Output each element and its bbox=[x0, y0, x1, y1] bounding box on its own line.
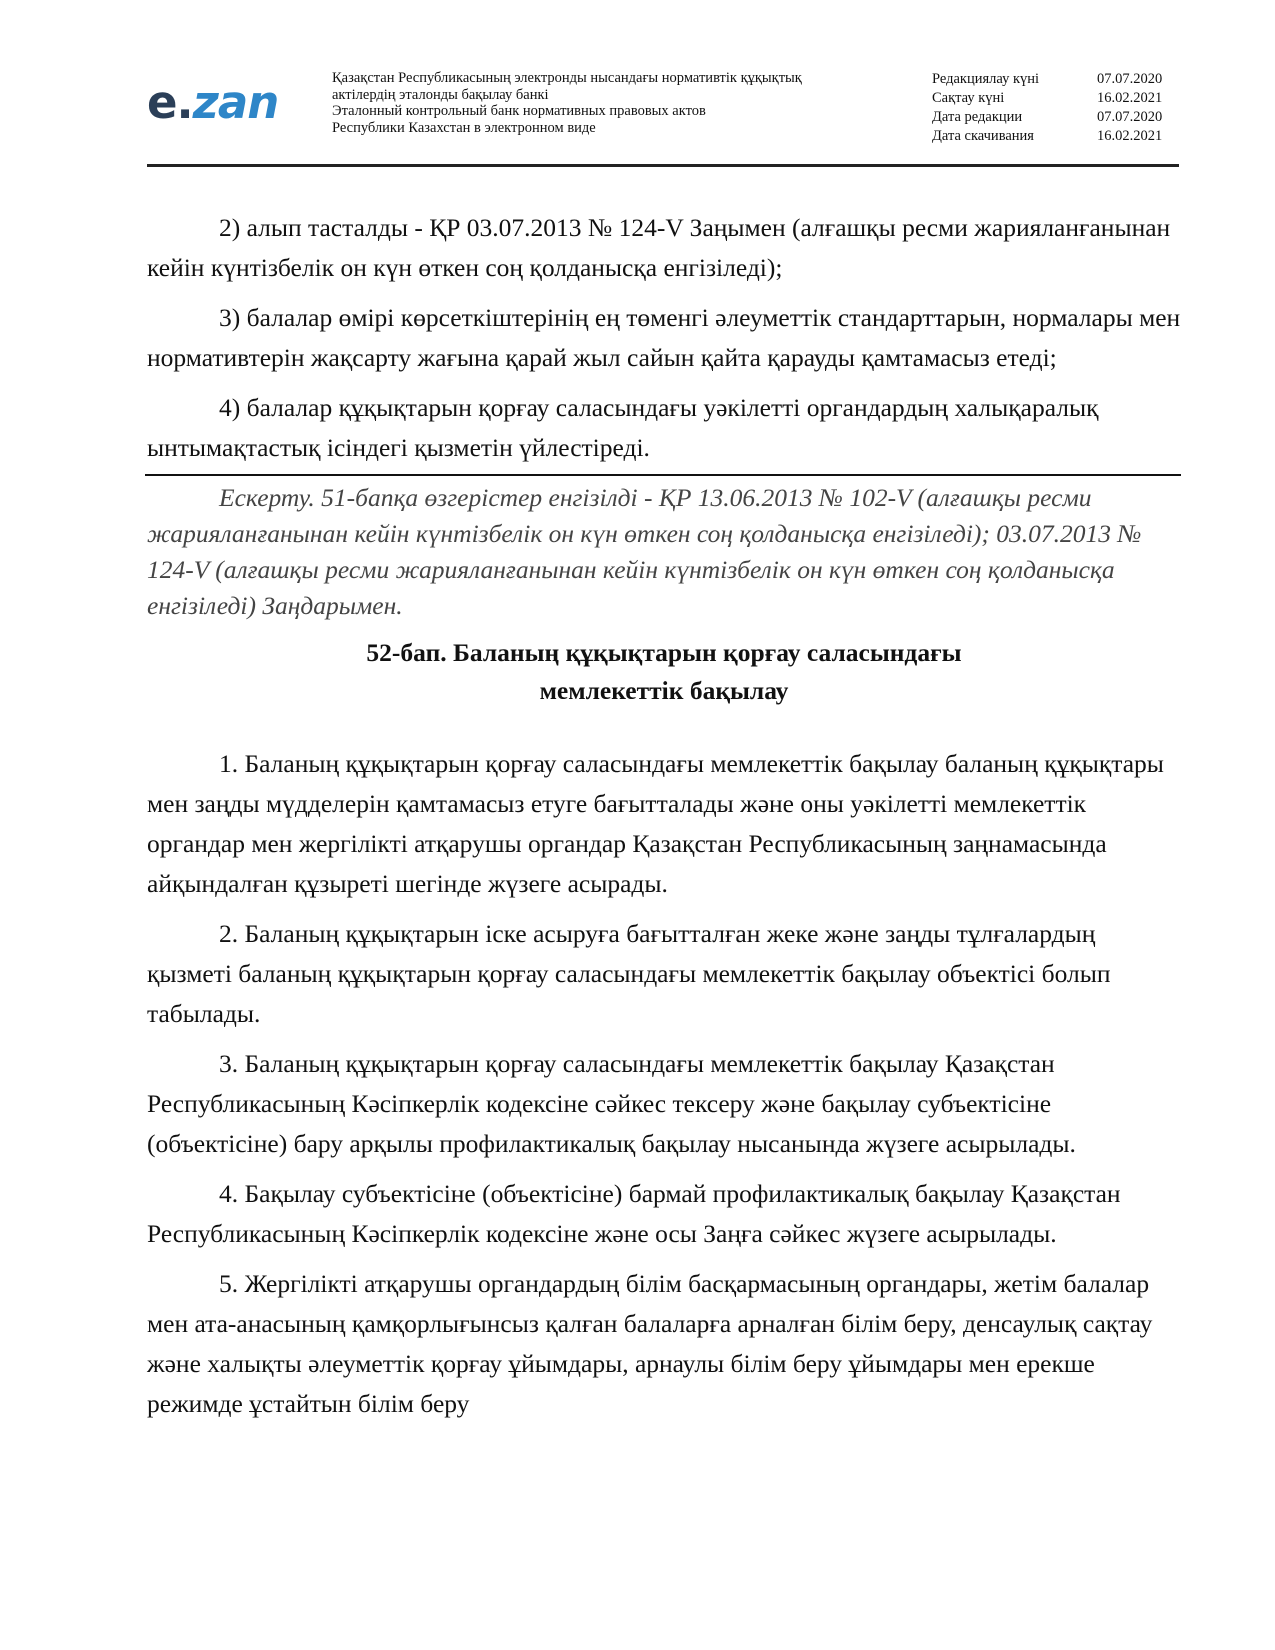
meta-value: 07.07.2020 bbox=[1097, 109, 1163, 125]
meta-label: Редакциялау күні bbox=[932, 71, 1040, 87]
note-divider bbox=[145, 474, 1181, 476]
meta-row-edition-date-ru bbox=[932, 108, 1177, 127]
meta-label: Дата редакции bbox=[932, 109, 1023, 125]
paragraph-item-2: 2) алып тасталды - ҚР 03.07.2013 № 124-V Заңымен (алғашқы ресми жарияланғанынан кейін күнтізбелік он күн өткен соң қолданысқа енгізіледі); bbox=[147, 213, 1171, 282]
meta-value: 16.02.2021 bbox=[1097, 128, 1163, 144]
article-title-line: 52-бап. Баланың құқықтарын қорғау саласындағы bbox=[366, 638, 962, 667]
bank-title-line: Қазақстан Республикасының электронды нысандағы нормативтік құқықтық bbox=[332, 70, 802, 86]
section-5: 5. Жергілікті атқарушы органдардың білім басқармасының органдары, жетім балалар мен ата-анасының қамқорлығынсыз қалған балаларға арналған білім беру, денсаулық сақтау және халықты әлеуметтік қорғау ұйымдары, арнаулы білім беру ұйымдары мен ерекше режимде ұстайтын білім беру bbox=[147, 1269, 1153, 1418]
bank-title-line: актілердің эталонды бақылау банкі bbox=[332, 86, 549, 103]
meta-label: Дата скачивания bbox=[932, 128, 1034, 144]
article-title-line: мемлекеттік бақылау bbox=[539, 676, 789, 705]
bank-title-line: Эталонный контрольный банк нормативных правовых актов bbox=[332, 103, 706, 119]
meta-value: 16.02.2021 bbox=[1097, 90, 1163, 106]
article-title bbox=[147, 634, 1181, 710]
section-1: 1. Баланың құқықтарын қорғау саласындағы мемлекеттік бақылау баланың құқықтары мен заңды мүдделерін қамтамасыз етуге бағытталады және оны уәкілетті мемлекеттік органдар мен жергілікті атқарушы органдар Қазақстан Республикасының заңнамасында айқындалған құзыреті шегінде жүзеге асырады. bbox=[147, 749, 1164, 898]
document-header bbox=[147, 68, 1177, 164]
header-divider bbox=[147, 164, 1179, 167]
section-2: 2. Баланың құқықтарын іске асыруға бағытталған жеке және заңды тұлғалардың қызметі баланың құқықтарын қорғау саласындағы мемлекеттік бақылау объектісі болып табылады. bbox=[147, 919, 1111, 1028]
meta-row-edition-date-kz bbox=[932, 70, 1177, 89]
paragraph-item-3: 3) балалар өмірі көрсеткіштерінің ең төменгі әлеуметтік стандарттарын, нормалары мен нормативтерін жақсарту жағына қарай жыл сайын қайта қарауды қамтамасыз етеді; bbox=[147, 303, 1181, 372]
meta-row-save-date-kz bbox=[932, 89, 1177, 108]
ezan-logo: e.zan bbox=[147, 76, 279, 129]
document-dates bbox=[932, 70, 1177, 146]
meta-value: 07.07.2020 bbox=[1097, 71, 1163, 87]
document-body bbox=[147, 208, 1181, 1434]
bank-title-line: Республики Казахстан в электронном виде bbox=[332, 119, 596, 136]
bank-title bbox=[332, 70, 892, 136]
section-4: 4. Бақылау субъектісіне (объектісіне) бармай профилактикалық бақылау Қазақстан Республикасының Кәсіпкерлік кодексіне және осы Заңға сәйкес жүзеге асырылады. bbox=[147, 1179, 1121, 1248]
section-3: 3. Баланың құқықтарын қорғау саласындағы мемлекеттік бақылау Қазақстан Республикасының Кәсіпкерлік кодексіне сәйкес тексеру және бақылау субъектісіне (объектісіне) бару арқылы профилактикалық бақылау нысанында жүзеге асырылады. bbox=[147, 1049, 1076, 1158]
amendment-note: Ескерту. 51-бапқа өзгерістер енгізілді - ҚР 13.06.2013 № 102-V (алғашқы ресми жарияланғанынан кейін күнтізбелік он күн өткен соң қолданысқа енгізіледі); 03.07.2013 № 124-V (алғашқы ресми жарияланғанынан кейін күнтізбелік он күн өткен соң қолданысқа енгізіледі) Заңдарымен. bbox=[147, 483, 1142, 620]
meta-label: Сақтау күні bbox=[932, 90, 1005, 106]
meta-row-download-date-ru bbox=[932, 127, 1177, 146]
paragraph-item-4: 4) балалар құқықтарын қорғау саласындағы уәкілетті органдардың халықаралық ынтымақтастық ісіндегі қызметін үйлестіреді. bbox=[147, 393, 1099, 462]
